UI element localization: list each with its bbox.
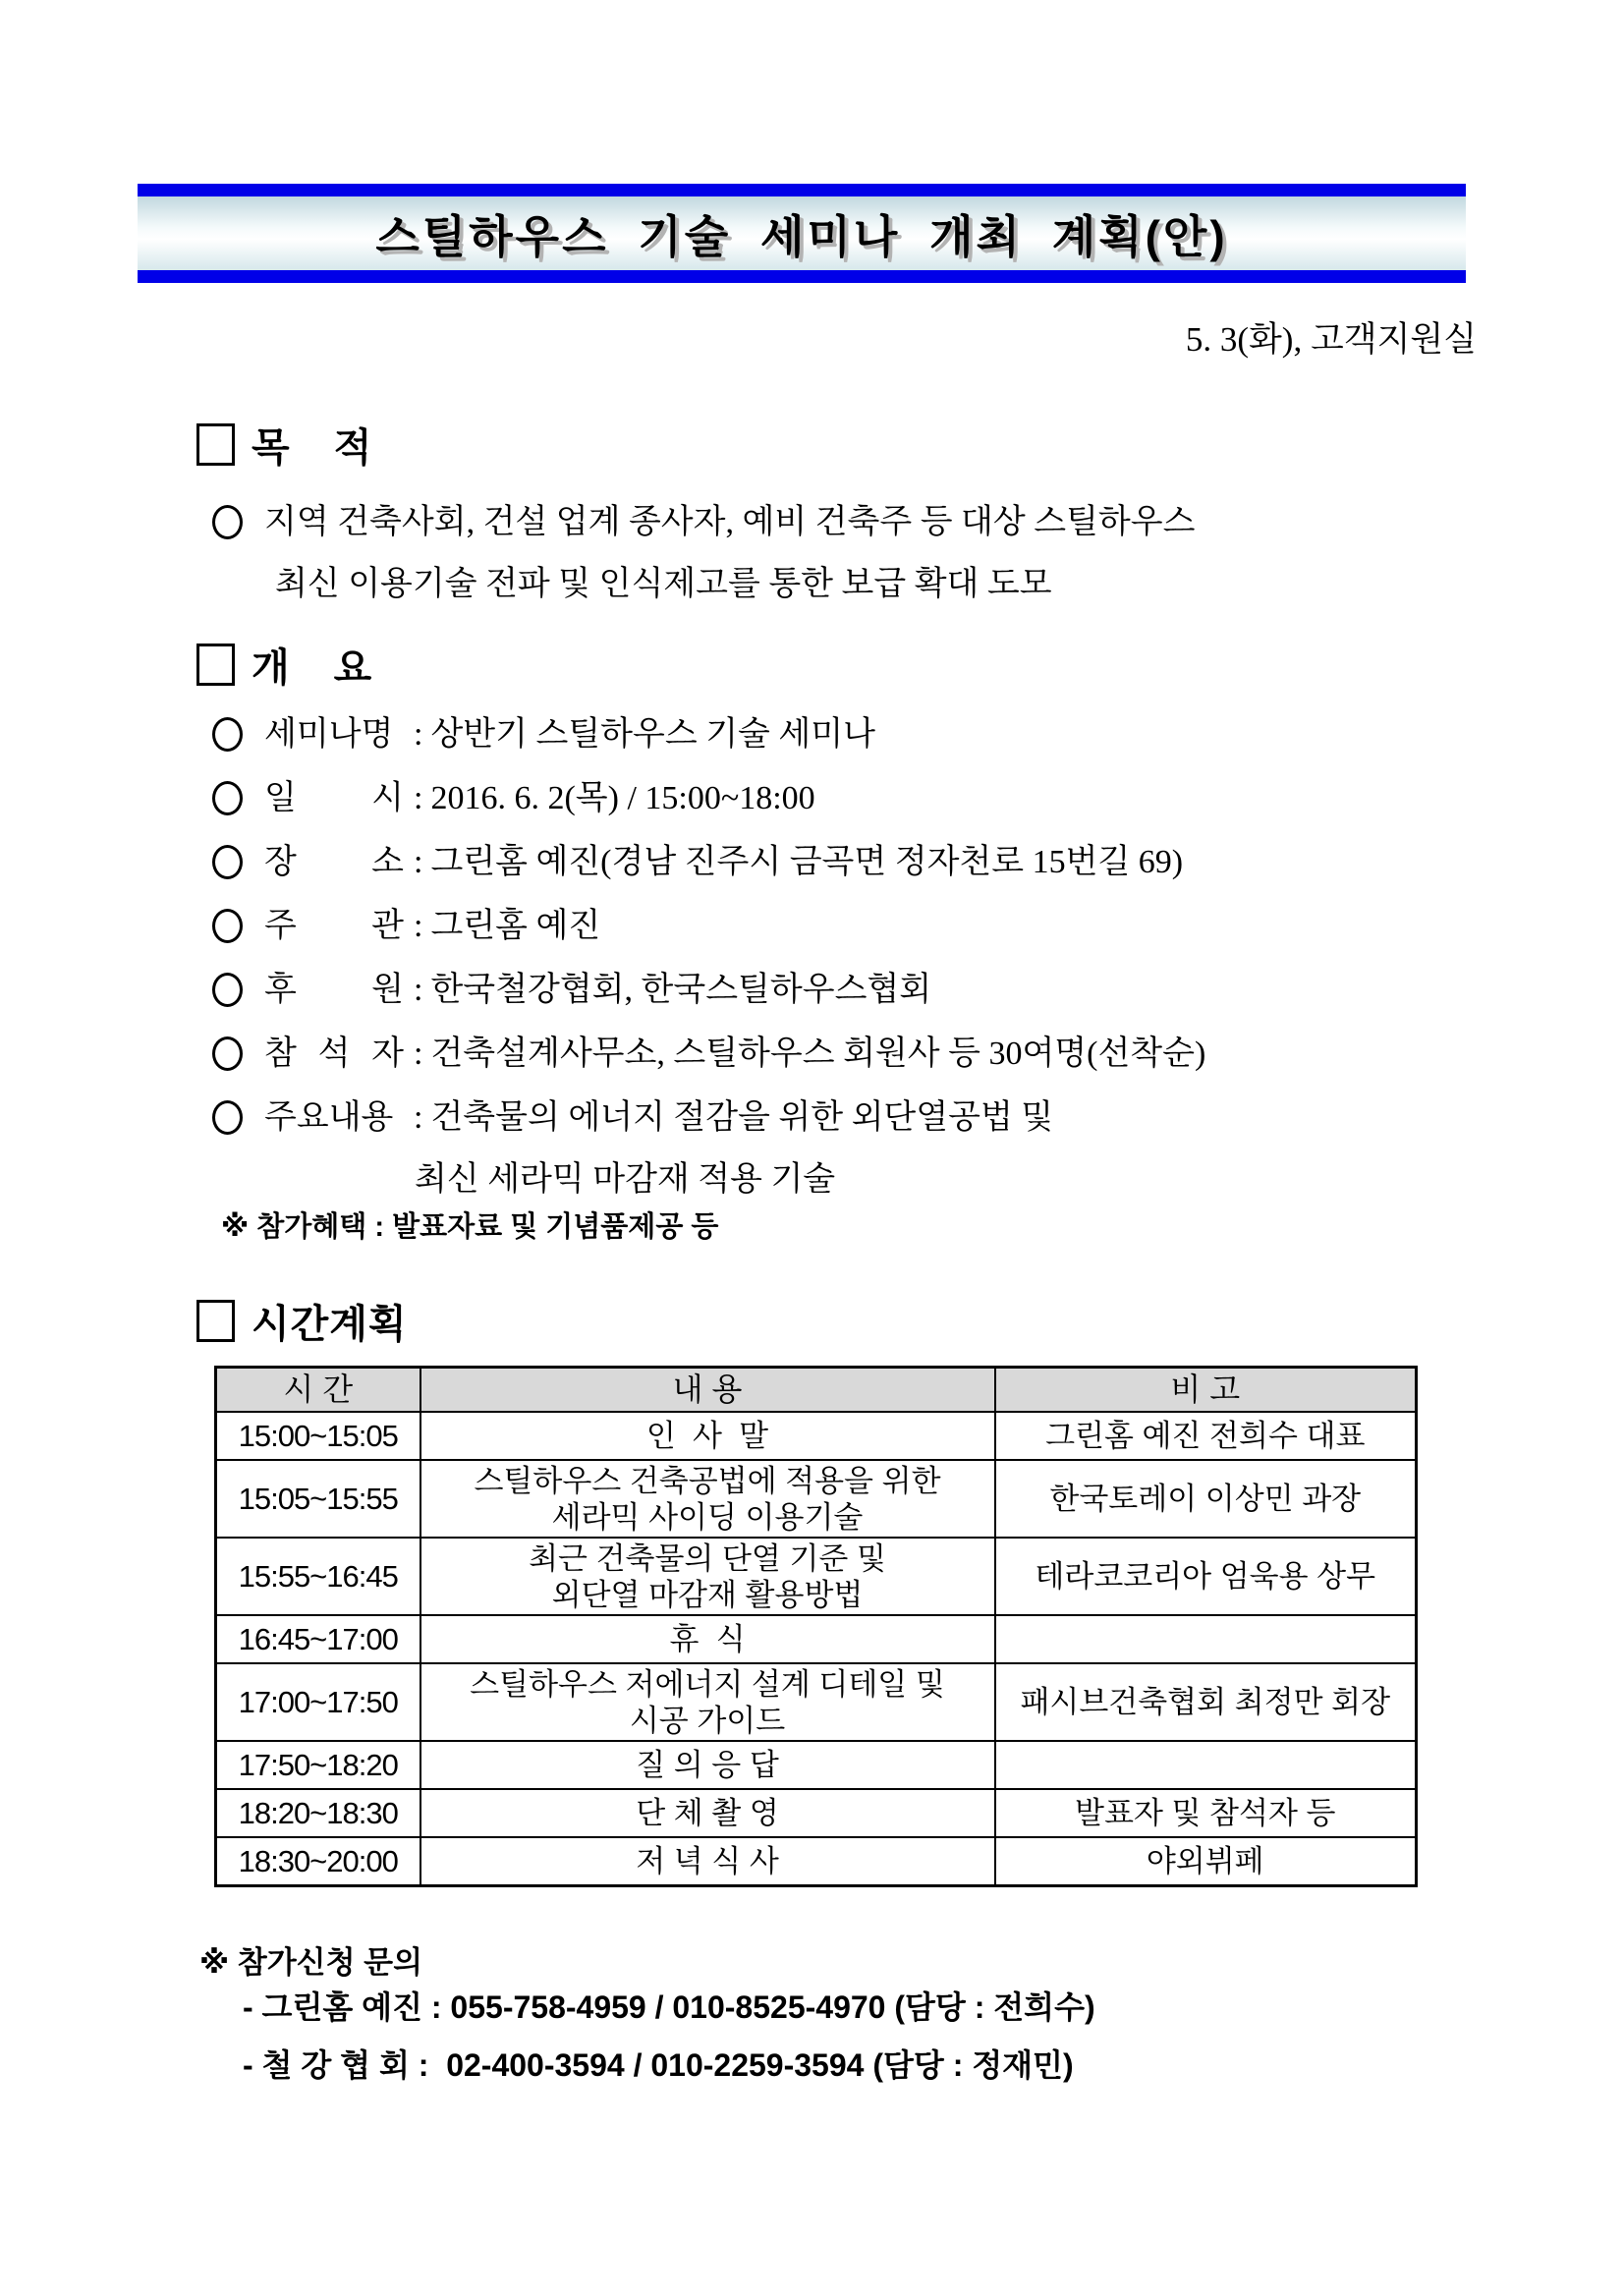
item-value: 한국철강협회, 한국스틸하우스협회: [430, 972, 932, 1008]
contact-line: - 철 강 협 회 : 02-400-3594 / 010-2259-3594 (담당 : 정재민): [243, 2047, 1074, 2083]
content-continuation: 최신 세라믹 마감재 적용 기술: [415, 1161, 836, 1198]
item-separator: :: [414, 844, 423, 880]
cell-time: 17:00~17:50: [216, 1663, 420, 1741]
purpose-line-1: 지역 건축사회, 건설 업계 종사자, 예비 건축주 등 대상 스틸하우스: [264, 504, 1196, 540]
cell-time: 18:30~20:00: [216, 1837, 420, 1886]
title-banner-background: [138, 196, 1466, 270]
overview-list: [210, 703, 1205, 1210]
cell-note: [995, 1741, 1417, 1789]
column-header-time: 시 간: [216, 1368, 420, 1413]
item-label: 세미나명: [264, 716, 394, 753]
cell-content: 최근 건축물의 단열 기준 및 외단열 마감재 활용방법: [420, 1538, 995, 1615]
purpose-heading: 목 적: [252, 425, 373, 470]
circle-bullet-icon: [212, 1100, 243, 1135]
purpose-section-heading: [196, 417, 372, 473]
cell-time: 16:45~17:00: [216, 1615, 420, 1663]
benefit-note: ※ 참가혜택 : 발표자료 및 기념품제공 등: [221, 1211, 719, 1243]
cell-content: 스틸하우스 저에너지 설계 디테일 및 시공 가이드: [420, 1663, 995, 1741]
contact-heading: ※ 참가신청 문의: [199, 1945, 423, 1980]
item-value: 건축물의 에너지 절감을 위한 외단열공법 및: [430, 1099, 1054, 1136]
purpose-bullet-row: [210, 491, 1195, 553]
cell-content: 저 녁 식 사: [420, 1837, 995, 1886]
cell-note: 테라코코리아 엄욱용 상무: [995, 1538, 1417, 1615]
contact-line: - 그린홈 예진 : 055-758-4959 / 010-8525-4970 (담당 : 전희수): [243, 1989, 1095, 2025]
circle-bullet-icon: [212, 909, 243, 943]
square-bullet-icon: [196, 423, 235, 466]
item-label: 장 소: [264, 844, 404, 880]
column-header-note: 비 고: [995, 1368, 1417, 1413]
cell-time: 15:55~16:45: [216, 1538, 420, 1615]
item-value: 상반기 스틸하우스 기술 세미나: [430, 716, 875, 753]
cell-content: 휴 식: [420, 1615, 995, 1663]
item-separator: :: [414, 1036, 423, 1072]
cell-note: 그린홈 예진 전희수 대표: [995, 1412, 1417, 1460]
overview-heading: 개 요: [252, 645, 373, 690]
square-bullet-icon: [196, 1300, 235, 1342]
item-label: 후 원: [264, 972, 404, 1008]
cell-content: 인 사 말: [420, 1412, 995, 1460]
cell-content: 스틸하우스 건축공법에 적용을 위한 세라믹 사이딩 이용기술: [420, 1460, 995, 1538]
list-item: [210, 1023, 1205, 1085]
table-row: [216, 1837, 1417, 1886]
item-separator: :: [414, 780, 423, 816]
item-separator: :: [414, 1099, 423, 1136]
title-banner: [138, 184, 1466, 283]
item-label: 주요내용: [264, 1099, 394, 1136]
item-value: 그린홈 예진: [430, 908, 601, 944]
cell-note: 패시브건축협회 최정만 회장: [995, 1663, 1417, 1741]
table-row: [216, 1538, 1417, 1615]
schedule-heading: 시간계획: [252, 1303, 408, 1346]
list-item: [210, 1087, 1205, 1148]
cell-note: [995, 1615, 1417, 1663]
contact-block: [243, 1979, 1095, 2095]
item-separator: :: [414, 908, 423, 944]
circle-bullet-icon: [212, 781, 243, 815]
overview-section-heading: [196, 637, 372, 693]
cell-content: 단 체 촬 영: [420, 1789, 995, 1837]
cell-time: 18:20~18:30: [216, 1789, 420, 1837]
list-item: [210, 767, 1205, 829]
purpose-line-2: 최신 이용기술 전파 및 인식제고를 통한 보급 확대 도모: [275, 566, 1052, 602]
item-value: 2016. 6. 2(목) / 15:00~18:00: [430, 780, 815, 816]
schedule-section-heading: [196, 1293, 408, 1349]
table-row: [216, 1741, 1417, 1789]
square-bullet-icon: [196, 644, 235, 686]
list-item: [210, 959, 1205, 1021]
cell-note: 발표자 및 참석자 등: [995, 1789, 1417, 1837]
cell-time: 15:00~15:05: [216, 1412, 420, 1460]
circle-bullet-icon: [212, 1036, 243, 1071]
purpose-body: [210, 477, 1195, 615]
cell-note: 한국토레이 이상민 과장: [995, 1460, 1417, 1538]
table-row: [216, 1615, 1417, 1663]
circle-bullet-icon: [212, 505, 243, 539]
item-label: 주 관: [264, 908, 404, 944]
item-label: 참 석 자: [264, 1036, 404, 1072]
column-header-content: 내 용: [420, 1368, 995, 1413]
circle-bullet-icon: [212, 717, 243, 752]
list-item: [210, 895, 1205, 957]
circle-bullet-icon: [212, 845, 243, 879]
list-item: [210, 831, 1205, 893]
cell-time: 15:05~15:55: [216, 1460, 420, 1538]
cell-time: 17:50~18:20: [216, 1741, 420, 1789]
cell-note: 야외뷔페: [995, 1837, 1417, 1886]
table-row: [216, 1460, 1417, 1538]
cell-content: 질 의 응 답: [420, 1741, 995, 1789]
item-separator: :: [414, 972, 423, 1008]
item-label: 일 시: [264, 780, 404, 816]
circle-bullet-icon: [212, 973, 243, 1007]
page-title: 스틸하우스 기술 세미나 개최 계획(안): [375, 210, 1228, 262]
item-separator: :: [414, 716, 423, 753]
table-row: [216, 1663, 1417, 1741]
table-row: [216, 1789, 1417, 1837]
date-department: 5. 3(화), 고객지원실: [1185, 320, 1477, 359]
item-value: 건축설계사무소, 스틸하우스 회원사 등 30여명(선착순): [430, 1036, 1206, 1072]
table-row: [216, 1412, 1417, 1460]
table-header-row: [216, 1368, 1417, 1413]
list-item: [210, 703, 1205, 765]
schedule-table: [214, 1366, 1418, 1887]
item-value: 그린홈 예진(경남 진주시 금곡면 정자천로 15번길 69): [430, 844, 1184, 880]
